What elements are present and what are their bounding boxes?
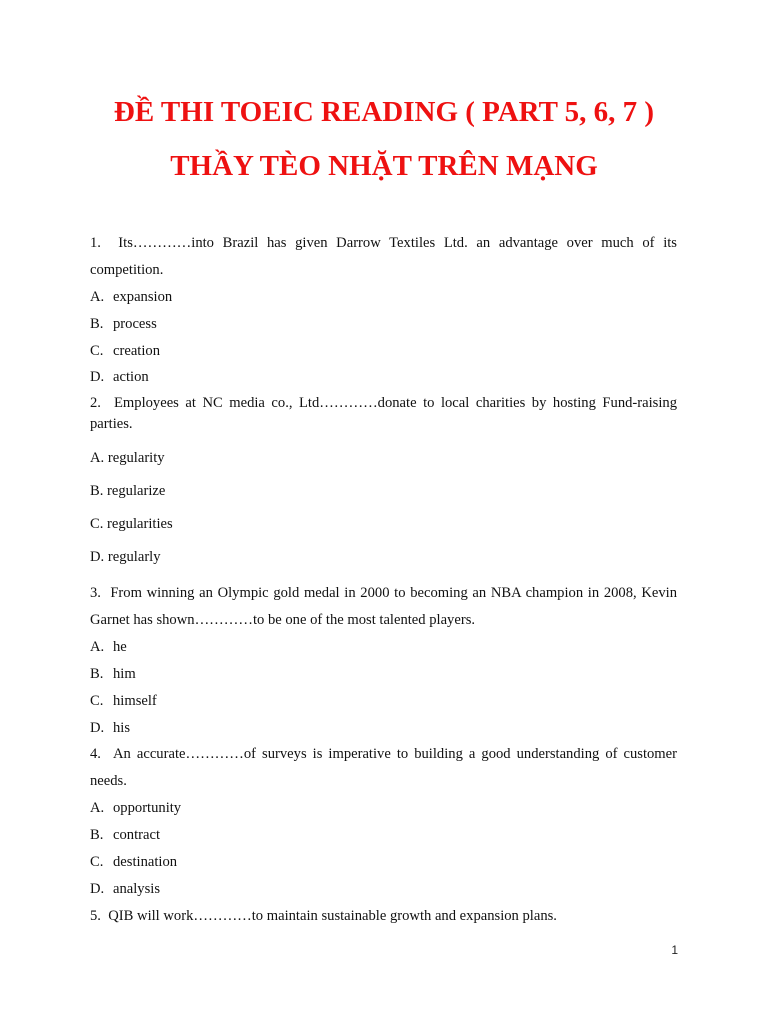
question-3-stem — [90, 580, 677, 634]
question-1-number: 1. — [90, 235, 101, 251]
question-1-stem — [90, 230, 677, 284]
question-2-option-c: C. regularities — [90, 516, 173, 533]
question-2-stem — [90, 393, 677, 435]
question-4-text: An accurate…………of surveys is imperative to building a good understanding of customer needs. — [90, 746, 677, 790]
question-4-option-a: A. opportunity — [90, 800, 182, 817]
question-2-option-a: A. regularity — [90, 450, 165, 467]
question-3-number: 3. — [90, 585, 101, 602]
question-4-option-c: C. destination — [90, 853, 178, 870]
document-title-line-1: ĐỀ THI TOEIC READING ( PART 5, 6, 7 ) — [113, 96, 655, 128]
question-2-number: 2. — [90, 395, 101, 412]
question-4-number: 4. — [90, 746, 101, 763]
document-title-line-2: THẦY TÈO NHẶT TRÊN MẠNG — [170, 150, 598, 182]
question-list — [90, 230, 677, 930]
question-5-text: QIB will work…………to maintain sustainable growth and expansion plans. — [108, 907, 557, 924]
question-3 — [90, 580, 677, 741]
question-3-option-c: C. himself — [90, 692, 157, 709]
question-1 — [90, 230, 677, 391]
question-4-stem — [90, 741, 677, 795]
question-2 — [90, 393, 677, 567]
question-1-option-d: D. action — [90, 369, 149, 386]
question-3-option-a: A. he — [90, 639, 127, 656]
question-4 — [90, 741, 677, 902]
question-3-option-d: D. his — [90, 719, 131, 736]
question-2-option-d: D. regularly — [90, 549, 161, 566]
question-5 — [90, 903, 677, 930]
question-4-option-d: D. analysis — [90, 880, 161, 897]
question-3-option-b: B. him — [90, 665, 136, 682]
page-number: 1 — [671, 943, 678, 957]
question-1-option-a: A. expansion — [90, 289, 173, 305]
question-1-text: Its…………into Brazil has given Darrow Textiles Ltd. an advantage over much of its competition. — [90, 235, 677, 278]
question-5-number: 5. — [90, 907, 101, 924]
question-3-text: From winning an Olympic gold medal in 2000 to becoming an NBA champion in 2008, Kevin Garnet has shown…………to be one of the most talented players. — [90, 585, 677, 629]
question-1-option-c: C. creation — [90, 342, 160, 359]
question-4-option-b: B. contract — [90, 827, 160, 844]
question-2-option-b: B. regularize — [90, 483, 166, 500]
question-2-text: Employees at NC media co., Ltd…………donate to local charities by hosting Fund-raising parties. — [90, 395, 678, 433]
question-5-stem — [90, 903, 677, 930]
question-1-option-b: B. process — [90, 315, 157, 332]
